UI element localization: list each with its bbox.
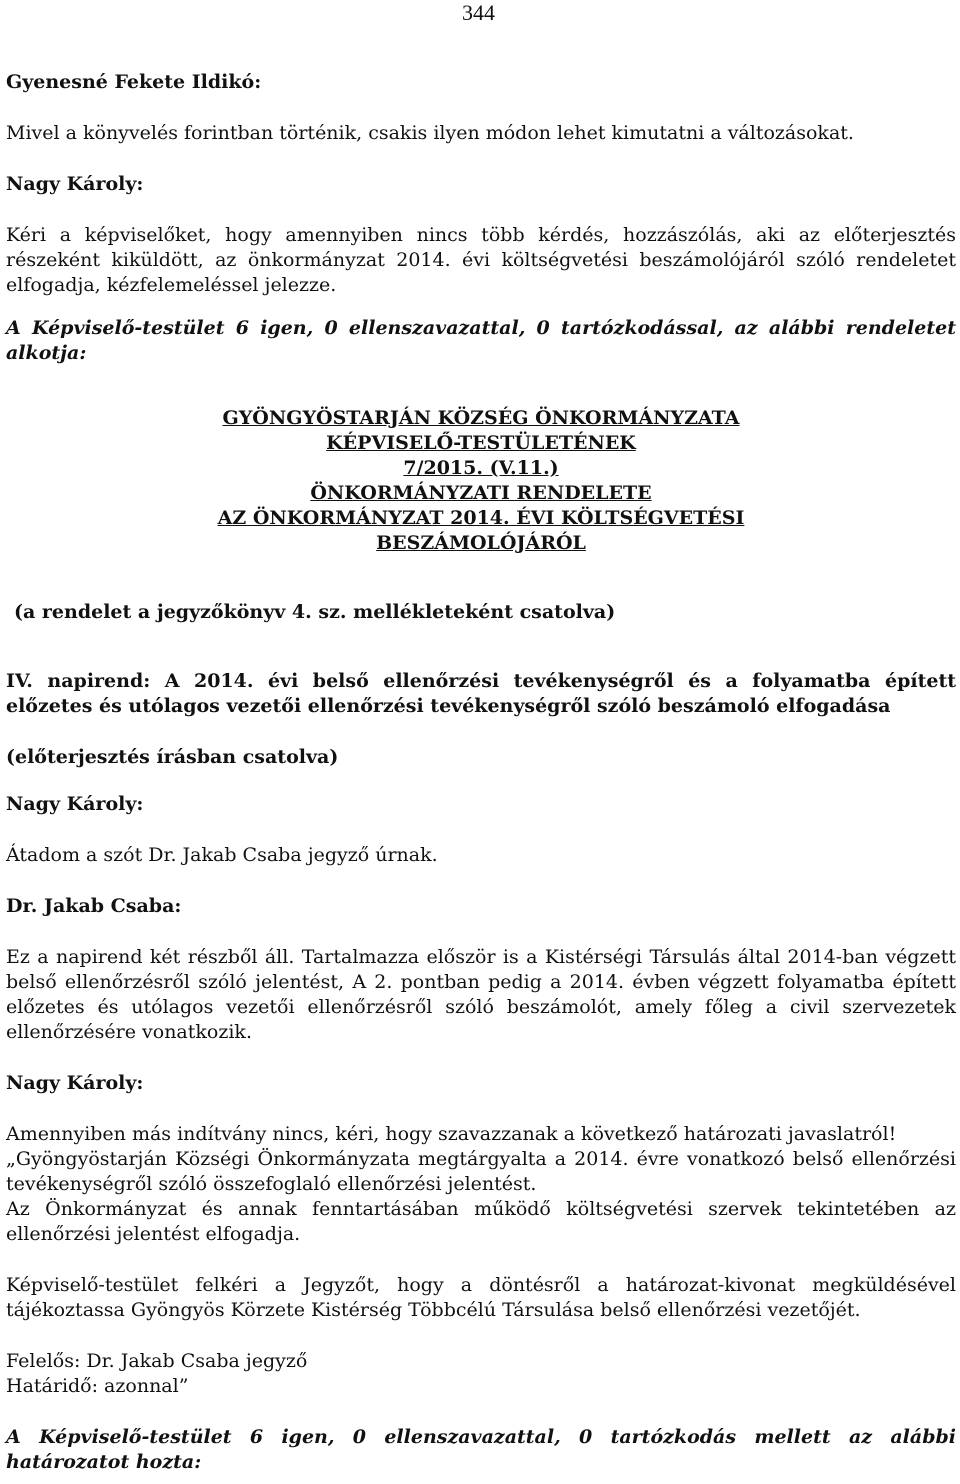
decree-title-line: AZ ÖNKORMÁNYZAT 2014. ÉVI KÖLTSÉGVETÉSI: [217, 507, 745, 529]
decree-title-line: KÉPVISELŐ-TESTÜLETÉNEK: [326, 432, 636, 454]
agenda-item: IV. napirend: A 2014. évi belső ellenőrzési tevékenységről és a folyamatba épített előzetes és utólagos vezetői ellenőrzési tevékenységről szóló beszámoló elfogadása: [6, 670, 956, 717]
speaker-heading: Dr. Jakab Csaba:: [6, 895, 182, 917]
decree-title-line: ÖNKORMÁNYZATI RENDELETE: [310, 482, 652, 504]
page-number: 344: [462, 0, 495, 25]
decree-title-line: 7/2015. (V.11.): [403, 457, 559, 479]
paragraph: Képviselő-testület felkéri a Jegyzőt, hogy a döntésről a határozat-kivonat megküldésével tájékoztassa Gyöngyös Körzete Kistérség Többcélú Társulása belső ellenőrzési vezetőjét.: [6, 1274, 956, 1321]
deadline-line: Határidő: azonnal”: [6, 1375, 189, 1397]
proposal-note: (előterjesztés írásban csatolva): [6, 746, 339, 768]
paragraph: Mivel a könyvelés forintban történik, csakis ilyen módon lehet kimutatni a változásokat.: [6, 122, 854, 144]
speaker-heading: Nagy Károly:: [6, 173, 144, 195]
paragraph: Az Önkormányzat és annak fenntartásában működő költségvetési szervek tekintetében az ellenőrzési jelentést elfogadja.: [6, 1198, 956, 1245]
speaker-heading: Gyenesné Fekete Ildikó:: [6, 71, 262, 93]
document-body: [6, 70, 956, 1475]
vote-result: A Képviselő-testület 6 igen, 0 ellenszavazattal, 0 tartózkodással, az alábbi rendeletet alkotja:: [6, 317, 956, 364]
responsible-line: Felelős: Dr. Jakab Csaba jegyző: [6, 1350, 308, 1372]
decree-title: [6, 406, 956, 556]
decree-title-line: BESZÁMOLÓJÁRÓL: [376, 532, 586, 554]
paragraph: Kéri a képviselőket, hogy amennyiben nincs több kérdés, hozzászólás, aki az előterjesztés részeként kiküldött, az önkormányzat 2014. évi költségvetési beszámolójáról szóló rendeletet elfogadja, kézfelemeléssel jelezze.: [6, 224, 956, 296]
paragraph: Ez a napirend két részből áll. Tartalmazza először is a Kistérségi Társulás által 2014-ban végzett belső ellenőrzésről szóló jelentést, A 2. pontban pedig a 2014. évben végzett folyamatba épített előzetes és utólagos vezetői ellenőrzésről szóló beszámolót, amely főleg a civil szervezetek ellenőrzésére vonatkozik.: [6, 946, 956, 1043]
paragraph: „Gyöngyöstarján Községi Önkormányzata megtárgyalta a 2014. évre vonatkozó belső ellenőrzési tevékenységről szóló összefoglaló ellenőrzési jelentést.: [6, 1148, 956, 1195]
paragraph: Amennyiben más indítvány nincs, kéri, hogy szavazzanak a következő határozati javaslatról!: [6, 1123, 897, 1145]
decree-title-line: GYÖNGYÖSTARJÁN KÖZSÉG ÖNKORMÁNYZATA: [222, 407, 740, 429]
speaker-heading: Nagy Károly:: [6, 1072, 144, 1094]
speaker-heading: Nagy Károly:: [6, 793, 144, 815]
paragraph: Átadom a szót Dr. Jakab Csaba jegyző úrnak.: [6, 844, 438, 866]
attachment-note: (a rendelet a jegyzőkönyv 4. sz. mellékleteként csatolva): [14, 601, 616, 623]
vote-result: A Képviselő-testület 6 igen, 0 ellenszavazattal, 0 tartózkodás mellett az alábbi határozatot hozta:: [6, 1426, 956, 1473]
